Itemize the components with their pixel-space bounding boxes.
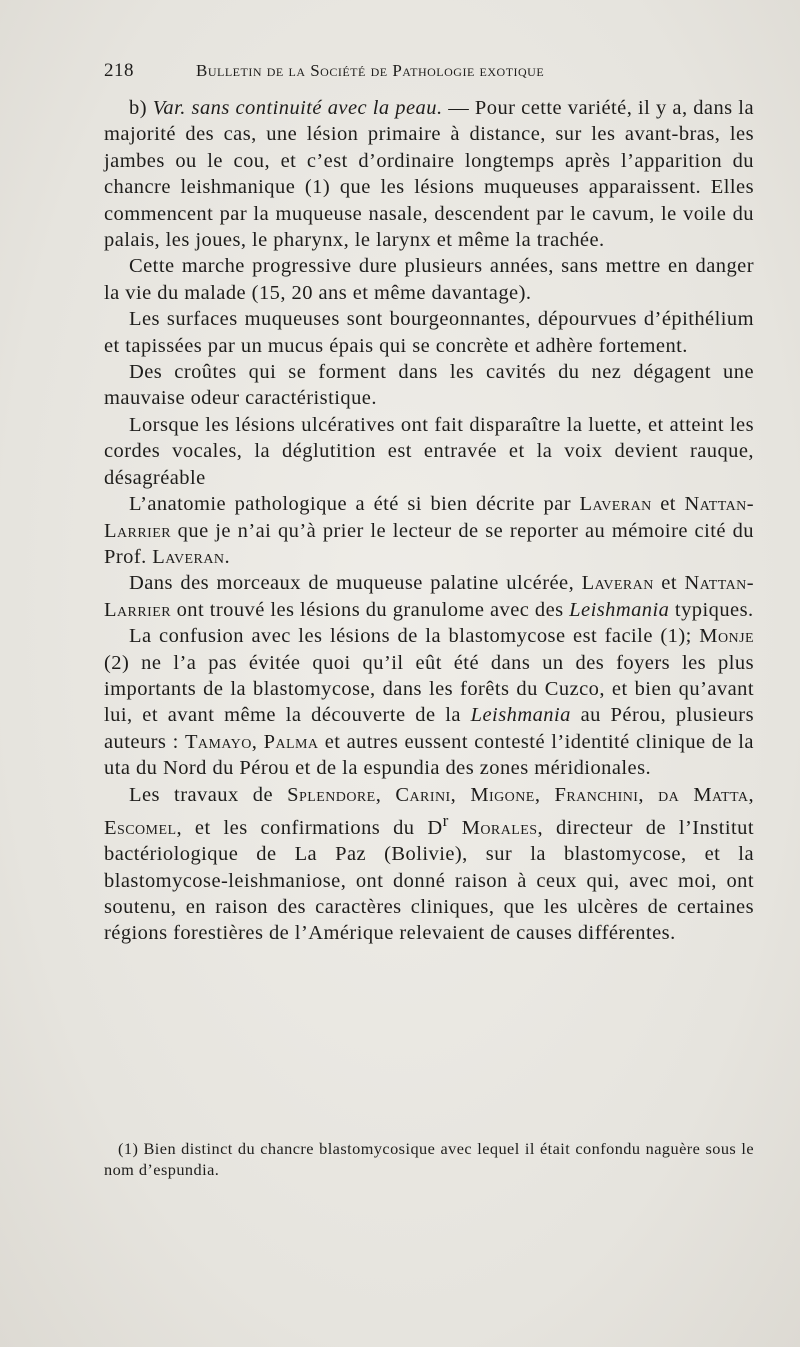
- body-text: [104, 95, 754, 947]
- author-name: Tamayo: [184, 730, 252, 753]
- text-run: (2) ne l’a pas évitée quoi qu’il eût été dans un des foyers les plus importants de la blastomycose, dans les forêts du Cuzco, et bien qu’avant lui, et avant même la découverte de la: [104, 651, 754, 727]
- author-name: Franchini: [554, 783, 639, 806]
- paragraph-3: Les surfaces muqueuses sont bourgeonnantes, dépourvues d’épithélium et tapissées par un mucus épais qui se concrète et adhère fortement.: [104, 308, 754, 357]
- text-run: ,: [450, 783, 471, 806]
- author-name: Monje: [699, 625, 754, 648]
- author-name: Palma: [263, 730, 319, 753]
- genus-name: Leishmania: [470, 704, 571, 727]
- text-run: L’anatomie pathologique a été si bien décrite par: [129, 493, 580, 516]
- text-run: et autres eussent contesté l’identité clinique de la uta du Nord du Pérou et de la espundia des zones méridionales.: [104, 730, 754, 780]
- superscript: r: [442, 810, 449, 830]
- text-run: ,: [534, 783, 555, 806]
- paragraph-6: [104, 491, 754, 570]
- section-heading: Var. sans continuité avec la peau.: [152, 97, 443, 119]
- footnotes: [104, 1138, 754, 1180]
- author-name: Escomel: [104, 816, 177, 839]
- text-run: typiques.: [669, 598, 754, 621]
- author-name: Carini: [395, 783, 451, 806]
- text-run: ,: [251, 730, 264, 753]
- journal-title: Bulletin de la Société de Pathologie exotique: [196, 61, 545, 80]
- text-run: , directeur de l’Institut bactériologique de La Paz (Bolivie), sur la blastomycose, et la blastomycose-leishmaniose, ont donné raison à ceux qui, avec moi, ont soutenu, en raison des caractères cliniques, que les ulcères de certaines régions forestières de l’Amérique relevaient de causes différentes.: [104, 816, 754, 945]
- paragraph-text: — Pour cette variété, il y a, dans la majorité des cas, une lésion primaire à distance, sur les avant-bras, les jambes ou le cou, et c’est d’ordinaire longtemps après l’apparition du chancre leishmanique (1) que les lésions muqueuses apparaissent. Elles commencent par la muqueuse nasale, descendent par le cavum, le voile du palais, les joues, le pharynx, le larynx et même la trachée.: [104, 97, 754, 252]
- text-run: ont trouvé les lésions du granulome avec des: [171, 598, 570, 621]
- author-name: Splendore: [287, 783, 376, 806]
- running-header: [104, 60, 754, 82]
- paragraph-8: [104, 623, 754, 781]
- paragraph-4: Des croûtes qui se forment dans les cavités du nez dégagent une mauvaise odeur caractéristique.: [104, 361, 754, 410]
- section-label: b): [129, 97, 147, 119]
- paragraph-2: Cette marche progressive dure plusieurs années, sans mettre en danger la vie du malade (15, 20 ans et même davantage).: [104, 255, 754, 304]
- author-name: Laveran: [581, 572, 654, 595]
- paragraph-7: [104, 570, 754, 623]
- text-run: Les travaux de: [129, 783, 288, 806]
- footnote-1: (1) Bien distinct du chancre blastomycosique avec lequel il était confondu naguère sous le nom d’espundia.: [104, 1139, 754, 1179]
- text-run: et: [653, 572, 685, 595]
- paragraph-1: [104, 95, 754, 253]
- author-name: Migone: [470, 783, 535, 806]
- text-run: ,: [748, 783, 755, 806]
- text-run: que je n’ai qu’à prier le lecteur de se reporter au mémoire cité du Prof.: [104, 519, 754, 568]
- text-run: La confusion avec les lésions de la blastomycose est facile (1);: [129, 625, 700, 648]
- text-run: , et les confirmations du D: [176, 816, 443, 839]
- paragraph-9: [104, 782, 754, 947]
- author-name: Laveran: [579, 493, 652, 516]
- text-run: Dans des morceaux de muqueuse palatine ulcérée,: [129, 572, 582, 595]
- text-run: .: [224, 545, 231, 568]
- author-name: Morales: [461, 816, 538, 839]
- author-name: Laveran: [152, 545, 225, 568]
- genus-name: Leishmania: [569, 598, 670, 621]
- page-number: 218: [104, 60, 134, 81]
- paragraph-5: Lorsque les lésions ulcératives ont fait disparaître la luette, et atteint les cordes vocales, la déglutition est entravée et la voix devient rauque, désagréable: [104, 413, 754, 489]
- text-run: ,: [375, 783, 396, 806]
- text-run: [449, 817, 462, 839]
- text-run: au Pérou, plusieurs auteurs :: [104, 704, 754, 753]
- text-run: et: [651, 493, 685, 516]
- author-name: Nattan-Larrier: [104, 493, 754, 542]
- text-run: ,: [638, 783, 659, 806]
- author-name: da Matta: [658, 783, 749, 806]
- author-name: Nattan-Larrier: [104, 572, 754, 621]
